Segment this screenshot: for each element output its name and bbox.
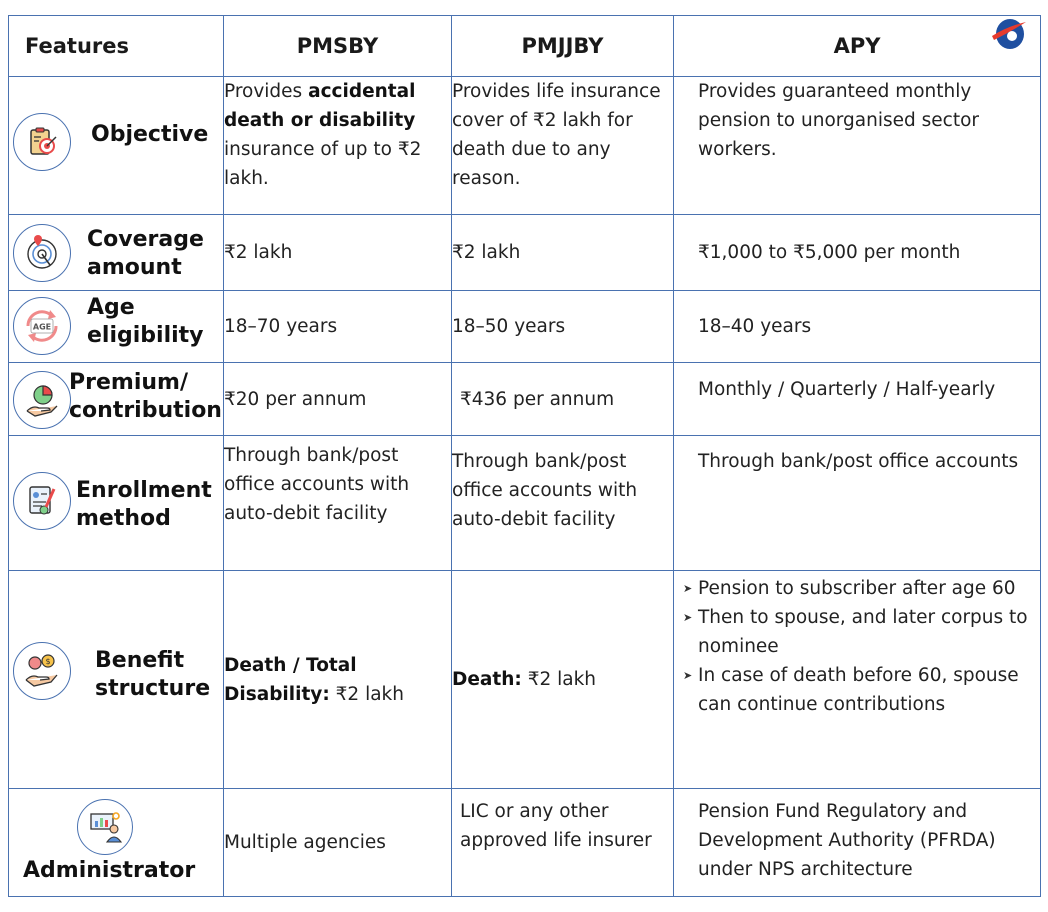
- apy-objective: Provides guaranteed monthly pension to unorganised sector workers.: [674, 77, 1041, 215]
- feature-label: Objective: [91, 122, 209, 147]
- list-item: ➤ In case of death before 60, spouse can continue contributions: [683, 661, 1032, 719]
- age-cycle-icon: [13, 297, 71, 355]
- feature-label: Coverage: [87, 227, 204, 252]
- feature-label: eligibility: [87, 323, 204, 348]
- svg-text:$: $: [45, 657, 51, 666]
- table-row: [9, 77, 1041, 215]
- hand-benefits-icon: [13, 642, 71, 700]
- pmjjby-benefit: Death: ₹2 lakh: [452, 571, 674, 789]
- table-row: [9, 291, 1041, 363]
- feature-label: amount: [87, 255, 182, 280]
- pmsby-premium: ₹20 per annum: [224, 363, 452, 436]
- feature-cell-enrollment: [9, 436, 224, 571]
- pmsby-enrollment: Through bank/post office accounts with auto-debit facility: [224, 436, 452, 571]
- apy-premium: Monthly / Quarterly / Half-yearly: [674, 363, 1041, 436]
- target-clipboard-icon: [13, 113, 71, 171]
- feature-cell-benefit: [9, 571, 224, 789]
- feature-cell-age: [9, 291, 224, 363]
- header-features: Features: [9, 16, 224, 77]
- feature-label: structure: [95, 676, 211, 701]
- header-row: [9, 16, 1041, 77]
- header-apy: APY: [674, 16, 1041, 77]
- list-item: ➤ Then to spouse, and later corpus to nominee: [683, 603, 1032, 661]
- pmsby-age: 18–70 years: [224, 291, 452, 363]
- radar-target-icon: [13, 224, 71, 282]
- feature-cell-administrator: [9, 789, 224, 897]
- feature-cell-coverage: [9, 215, 224, 291]
- header-pmjjby: PMJJBY: [452, 16, 674, 77]
- feature-label: contribution: [69, 398, 222, 423]
- scheme-comparison-table: [8, 15, 1041, 897]
- list-item: ➤ Pension to subscriber after age 60: [683, 574, 1032, 603]
- table-row: [9, 789, 1041, 897]
- feature-label: Administrator: [23, 858, 196, 883]
- apy-benefit-list: [683, 574, 1032, 719]
- hand-pie-chart-icon: [13, 371, 71, 429]
- apy-administrator: Pension Fund Regulatory and Development Authority (PFRDA) under NPS architecture: [674, 789, 1041, 897]
- feature-label: Enrollment: [76, 478, 212, 503]
- svg-text:AGE: AGE: [32, 322, 52, 332]
- header-pmsby: PMSBY: [224, 16, 452, 77]
- table-row: [9, 436, 1041, 571]
- table-row: [9, 363, 1041, 436]
- pmjjby-enrollment: Through bank/post office accounts with auto-debit facility: [452, 436, 674, 571]
- feature-label: Age: [87, 295, 135, 320]
- feature-label: Benefit: [95, 648, 185, 673]
- pmjjby-premium: ₹436 per annum: [452, 363, 674, 436]
- table-row: [9, 215, 1041, 291]
- pmjjby-administrator: LIC or any other approved life insurer: [452, 789, 674, 897]
- pmsby-objective: Provides accidental death or disability insurance of up to ₹2 lakh.: [224, 77, 452, 215]
- pmsby-benefit: Death / Total Disability: ₹2 lakh: [224, 571, 452, 789]
- feature-label: Premium/: [69, 370, 188, 395]
- apy-enrollment: Through bank/post office accounts: [674, 436, 1041, 571]
- pmsby-coverage: ₹2 lakh: [224, 215, 452, 291]
- pmjjby-objective: Provides life insurance cover of ₹2 lakh for death due to any reason.: [452, 77, 674, 215]
- feature-cell-premium: [9, 363, 224, 436]
- pmjjby-age: 18–50 years: [452, 291, 674, 363]
- pmjjby-coverage: ₹2 lakh: [452, 215, 674, 291]
- apy-benefit: [674, 571, 1041, 789]
- table-row: [9, 571, 1041, 789]
- pmsby-administrator: Multiple agencies: [224, 789, 452, 897]
- apy-coverage: ₹1,000 to ₹5,000 per month: [674, 215, 1041, 291]
- feature-cell-objective: [9, 77, 224, 215]
- feature-label: method: [76, 506, 171, 531]
- admin-presentation-icon: [77, 799, 133, 855]
- apy-age: 18–40 years: [674, 291, 1041, 363]
- form-pen-icon: [13, 472, 71, 530]
